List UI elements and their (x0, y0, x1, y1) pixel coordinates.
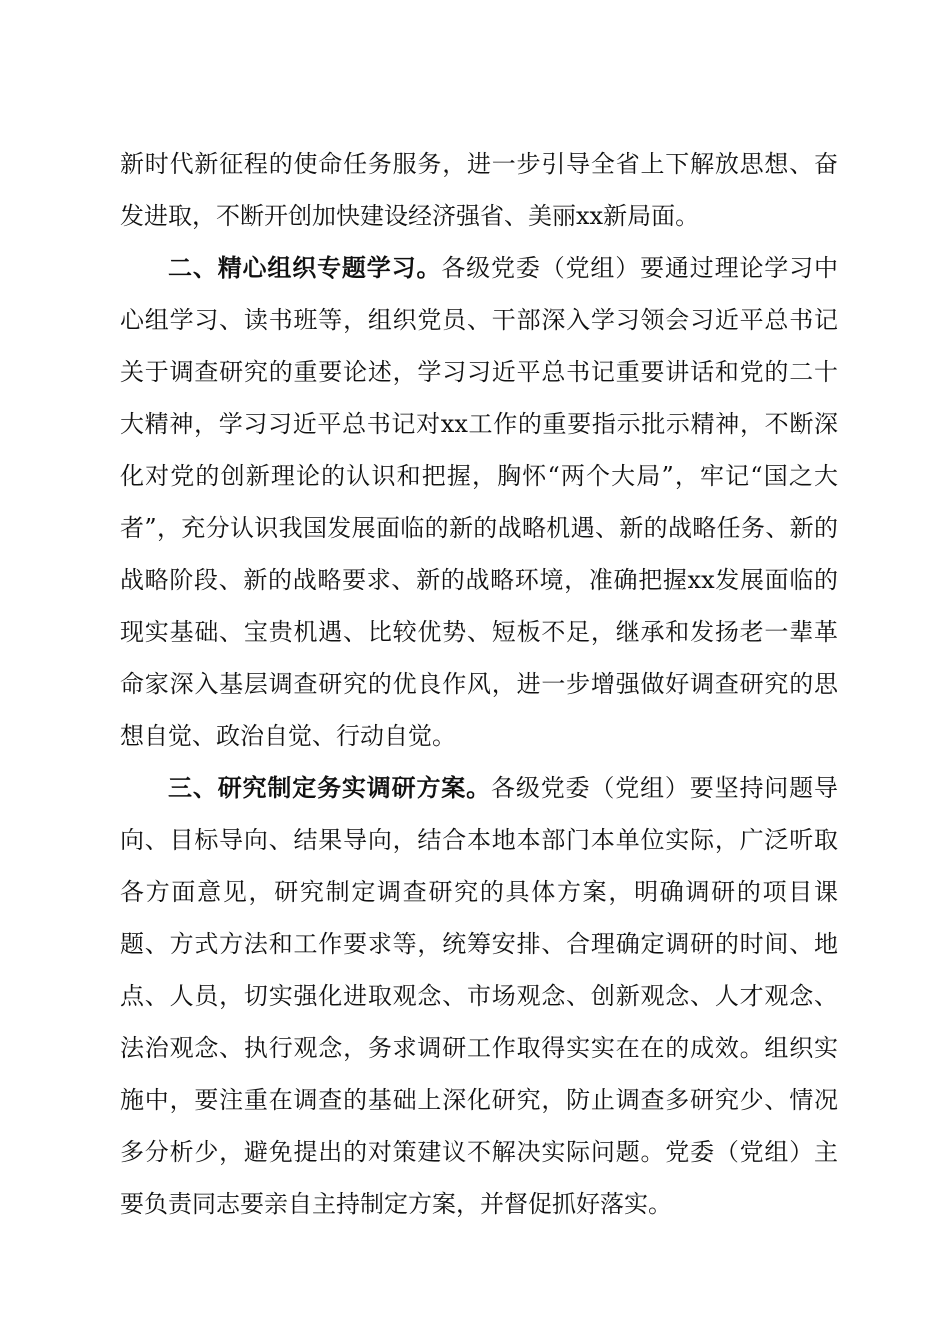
paragraph-text: 各级党委（党组）要坚持问题导向、目标导向、结果导向，结合本地本部门本单位实际，广泛听取各方面意见，研究制定调查研究的具体方案，明确调研的项目课题、方式方法和工作要求等，统筹安排、合理确定调研的时间、地点、人员，切实强化进取观念、市场观念、创新观念、人才观念、法治观念、执行观念，务求调研工作取得实实在在的成效。组织实施中，要注重在调查的基础上深化研究，防止调查多研究少、情况多分析少，避免提出的对策建议不解决实际问题。党委（党组）主要负责同志要亲自主持制定方案，并督促抓好落实。 (120, 774, 838, 1218)
paragraph-text: 各级党委（党组）要通过理论学习中心组学习、读书班等，组织党员、干部深入学习领会习近平总书记关于调查研究的重要论述，学习习近平总书记重要讲话和党的二十大精神，学习习近平总书记对xx工作的重要指示批示精神，不断深化对党的创新理论的认识和把握，胸怀“两个大局”，牢记“国之大者”，充分认识我国发展面临的新的战略机遇、新的战略任务、新的战略阶段、新的战略要求、新的战略环境，准确把握xx发展面临的现实基础、宝贵机遇、比较优势、短板不足，继承和发扬老一辈革命家深入基层调查研究的优良作风，进一步增强做好调查研究的思想自觉、政治自觉、行动自觉。 (120, 254, 839, 750)
section-heading-study: 二、精心组织专题学习。 (168, 254, 442, 282)
paragraph-text: 新时代新征程的使命任务服务，进一步引导全省上下解放思想、奋发进取，不断开创加快建设经济强省、美丽xx新局面。 (120, 150, 838, 230)
document-body (120, 138, 838, 1230)
paragraph-continuation (120, 138, 838, 242)
section-heading-plan: 三、研究制定务实调研方案。 (168, 774, 491, 802)
paragraph-plan (120, 762, 838, 1230)
paragraph-study (120, 242, 838, 762)
